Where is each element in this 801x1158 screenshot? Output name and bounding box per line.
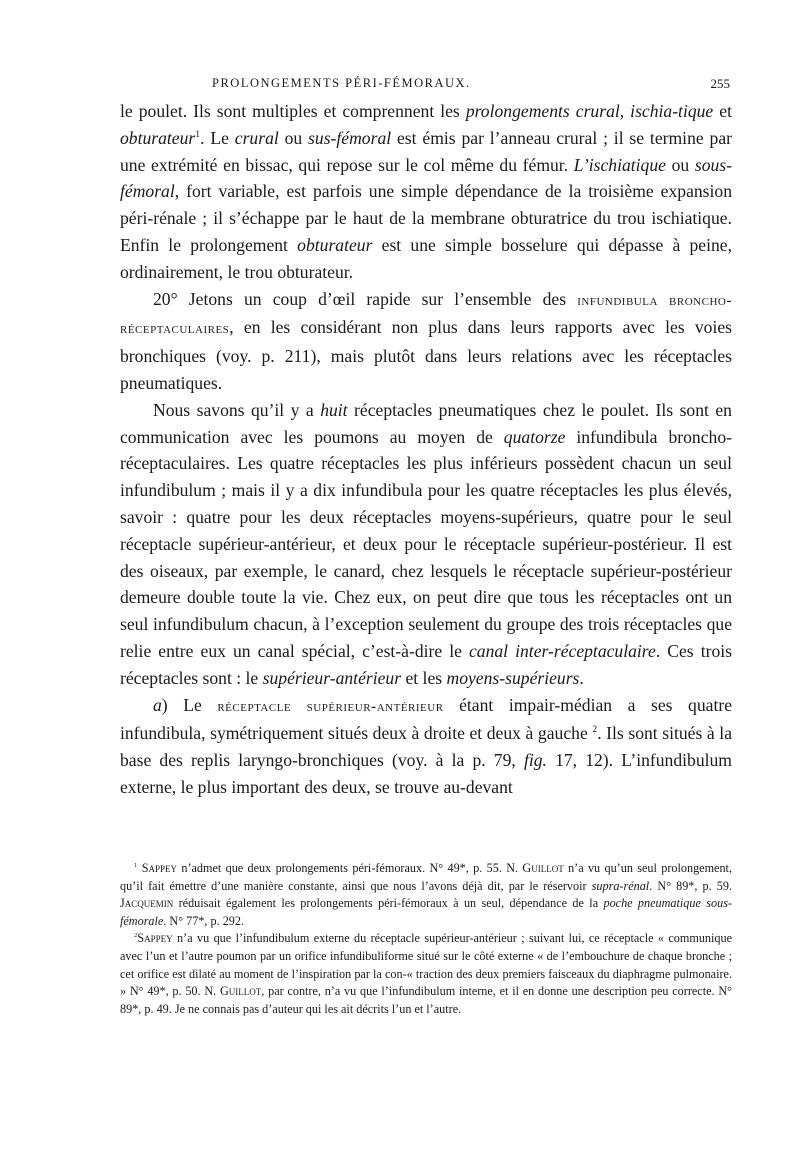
text: , en les considérant non plus dans leurs rapports avec les voies bronchiques (voy. p. 211), mais plutôt dans leurs relations avec les réceptacles pneumatiques. (120, 317, 732, 393)
page-number: 255 (710, 76, 730, 91)
author-name: Guillot (522, 861, 564, 875)
running-head (120, 76, 730, 96)
footnote-ref: 2 (592, 724, 598, 736)
text: n’a vu que l’infundibulum externe du réceptacle supérieur-antérieur ; suivant lui, ce réceptacle « communique avec l’un et l’autre poumon par un orifice infundibuliforme situé sur le côté externe « de l’embouchure de chaque bronche ; cet orifice est dilaté au moment de l’inspiration par la con-« traction des deux premiers faisceaux du diaphragme pulmonaire. » N° 49*, p. 50. N. (120, 931, 732, 999)
paragraph-3 (120, 397, 732, 692)
small-caps-term: infundibula broncho-réceptaculaires (120, 291, 732, 338)
italic-term: L’ischiatique (573, 154, 666, 175)
italic-term: moyens-supérieurs (446, 667, 580, 688)
paragraph-2 (120, 286, 732, 397)
small-caps-term: réceptacle supérieur-antérieur (217, 697, 444, 715)
italic-term: canal inter-réceptaculaire (468, 640, 656, 661)
italic-term: supérieur-antérieur (262, 667, 402, 688)
text: étant impair-médian a ses quatre infundibula, symétriquement situés deux à droite et deux à gauche (120, 694, 733, 744)
italic-letter: a (153, 694, 162, 715)
italic-term: fig. (523, 750, 547, 771)
text: . N° 77*, p. 292. (163, 913, 245, 928)
text: et les (401, 667, 447, 688)
footnote-number: 2 (134, 932, 138, 940)
italic-term: obturateur (297, 234, 373, 255)
footnote-ref: 1 (195, 128, 201, 140)
text: et (713, 101, 732, 121)
text: n’a vu qu’un seul prolongement, qu’il fait émettre d’une manière constante, ainsi que nous l’avons déjà dit, par le réservoir (120, 861, 732, 893)
text: . Le (200, 127, 235, 148)
text: . Ils sont situés à la base des replis laryngo-bronchiques (voy. à la p. 79, (120, 723, 732, 771)
italic-term: supra-rénal (591, 878, 650, 893)
text: ) Le (161, 694, 218, 715)
author-name: Jacquemin (120, 896, 174, 911)
body-text (120, 98, 732, 801)
footnotes (120, 860, 732, 1018)
text: est une simple bosselure qui dépasse à peine, ordinairement, le trou obturateur. (120, 234, 732, 282)
running-title: PROLONGEMENTS PÉRI-FÉMORAUX. (212, 76, 471, 90)
author-name: Guillot (219, 984, 262, 999)
footnote-number: 1 (134, 861, 138, 869)
author-name: Sappey (141, 861, 177, 875)
text: le poulet. Ils sont multiples et comprennent les (120, 101, 466, 121)
italic-term: huit (320, 399, 348, 420)
text: réceptacles pneumatiques chez le poulet. Ils sont en communication avec les poumons au moyen de (120, 399, 732, 447)
text: 20° Jetons un coup d’œil rapide sur l’ensemble des (153, 288, 578, 309)
footnote-2 (120, 930, 732, 1018)
italic-term: crural (234, 127, 279, 148)
text: ou (278, 127, 309, 148)
italic-term: obturateur (120, 127, 196, 148)
italic-term: prolongements crural, ischia-tique (465, 101, 714, 121)
author-name: Sappey (137, 931, 173, 946)
paragraph-1 (120, 98, 732, 286)
text: , fort variable, est parfois une simple dépendance de la troisième expansion péri-rénale ; il s’échappe par le haut de la membrane obturatrice du trou ischiatique. Enfin le prolongement (120, 181, 732, 255)
text: . N° 89*, p. 59. (649, 878, 732, 893)
text: réduisait également les prolongements péri-fémoraux à un seul, dépendance de la (173, 896, 604, 911)
text: , par contre, n’a vu que l’infundibulum interne, et il en donne une description peu correcte. N° 89*, p. 49. Je ne connais pas d’auteur qui les ait décrits l’un et l’autre. (120, 984, 732, 1016)
text: est émis par l’anneau crural ; il se termine par une extrémité en bissac, qui repose sur le col même du fémur. (120, 127, 732, 175)
text: . Ces trois réceptacles sont : le (120, 640, 732, 688)
text: infundibula broncho-réceptaculaires. Les quatre réceptacles les plus inférieurs possèdent chacun un seul infundibulum ; mais il y a dix infundibula pour les quatre réceptacles les plus élevés, savoir : quatre pour les deux réceptacles moyens-supérieurs, quatre pour le seul réceptacle supérieur-antérieur, et deux pour le réceptacle supérieur-postérieur. Il est des oiseaux, par exemple, le canard, chez lesquels le réceptacle supérieur-postérieur demeure double toute la vie. Chez eux, on peut dire que tous les réceptacles ont un seul infundibulum chacun, à l’exception seulement du groupe des trois réceptacles que relie entre eux un canal spécial, c’est-à-dire le (120, 426, 732, 661)
text: . (579, 667, 584, 688)
italic-term: sous-fémoral (120, 154, 733, 202)
text: ou (665, 154, 695, 175)
italic-term: poche pneumatique sous-fémorale (120, 896, 732, 928)
italic-term: sus-fémoral (308, 127, 392, 148)
footnote-1 (120, 860, 732, 930)
italic-term: quatorze (503, 426, 566, 447)
text: n’admet que deux prolongements péri-fémoraux. N° 49*, p. 55. N. (177, 861, 523, 875)
paragraph-4 (120, 692, 732, 801)
text: Nous savons qu’il y a (153, 399, 321, 420)
text: 17, 12). L’infundibulum externe, le plus important des deux, se trouve au-devant (120, 750, 732, 797)
